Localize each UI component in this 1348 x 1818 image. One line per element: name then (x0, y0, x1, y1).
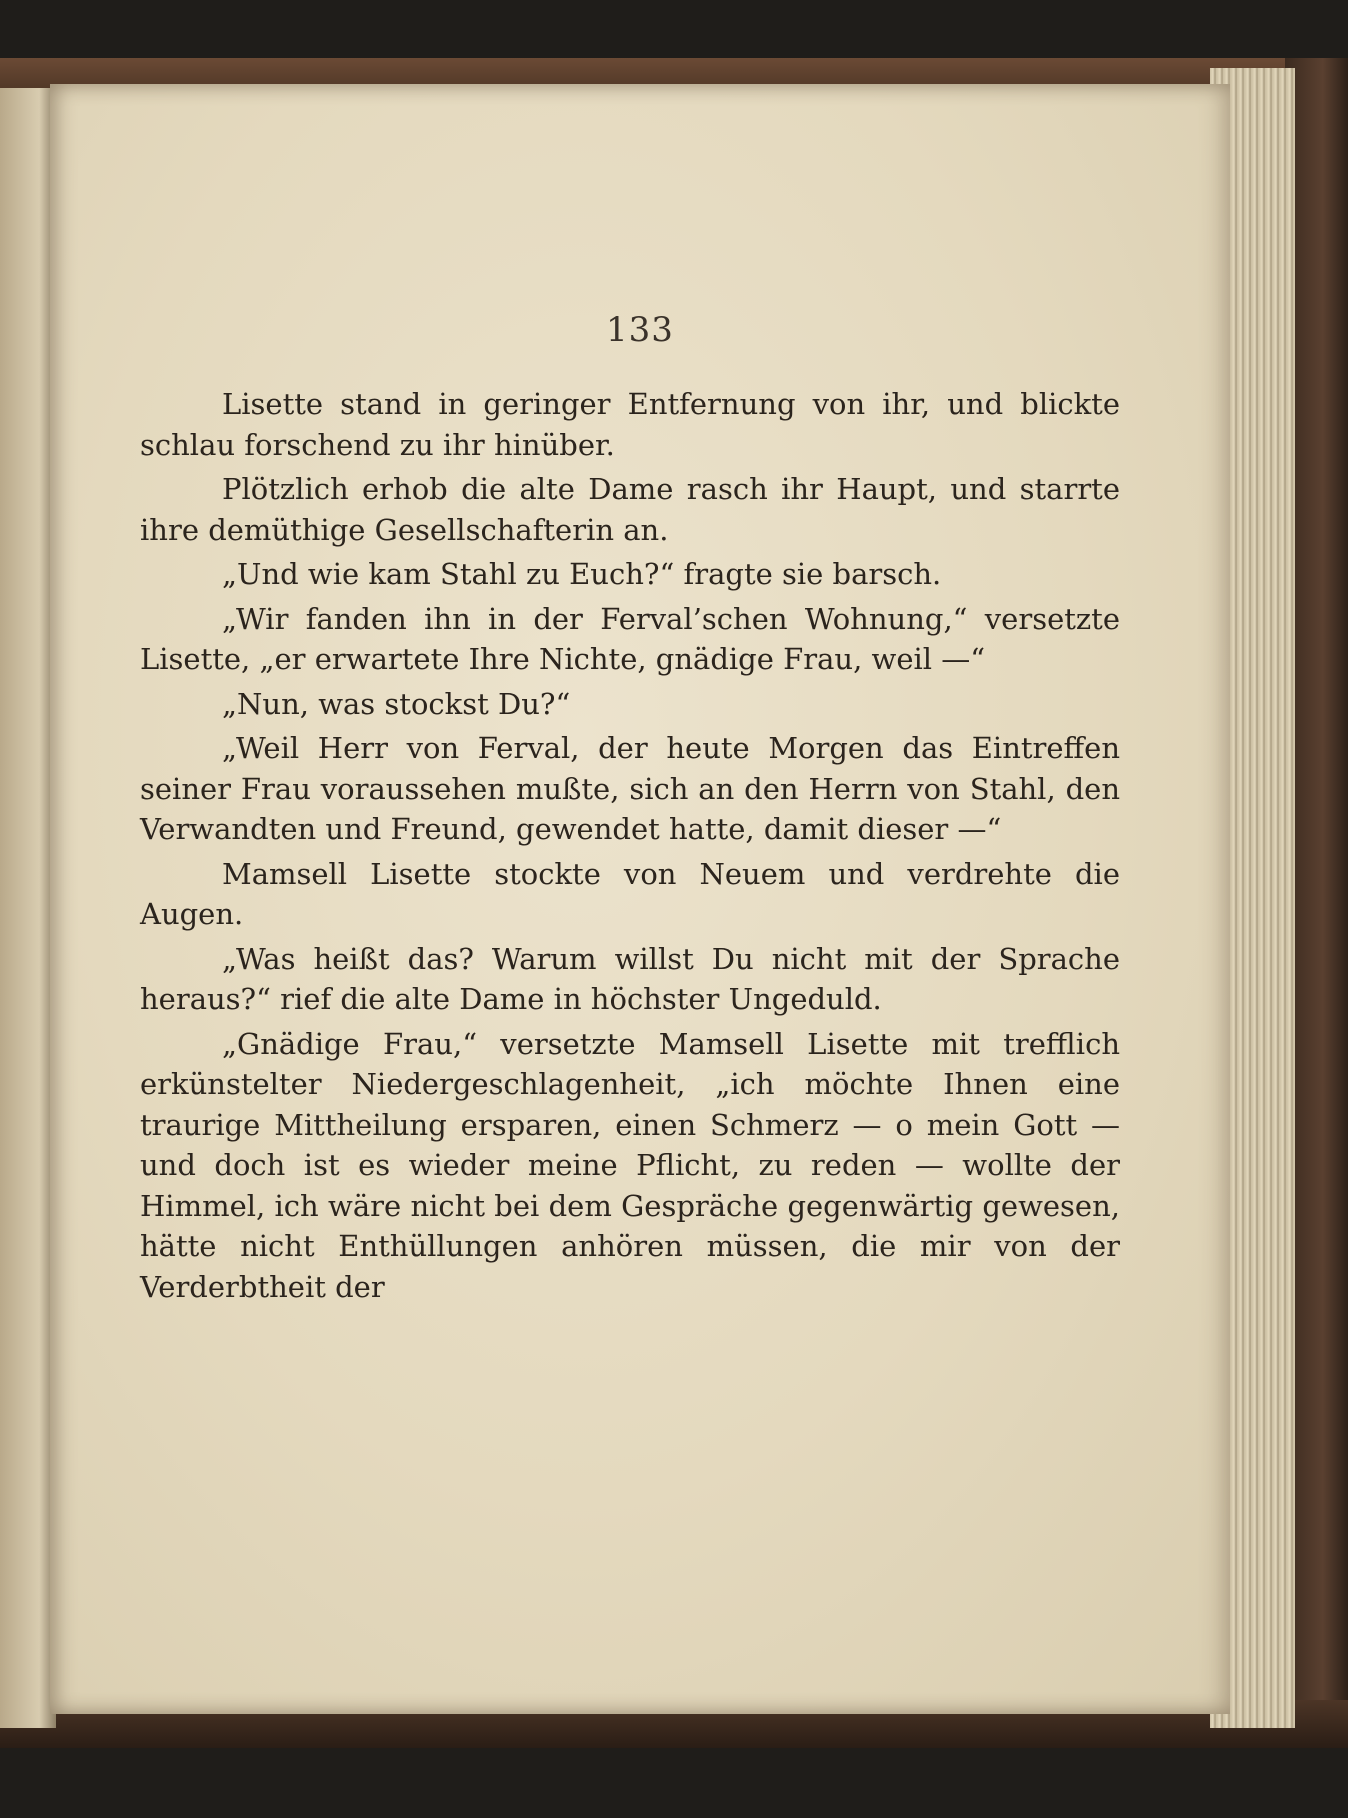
paragraph: Lisette stand in geringer Entfernung von ihr, und blickte schlau forschend zu ihr hinüber. (140, 387, 1120, 462)
paragraph: „Und wie kam Stahl zu Euch?“ fragte sie barsch. (222, 557, 942, 591)
page-text (140, 384, 1120, 1311)
paragraph: „Weil Herr von Ferval, der heute Morgen das Eintreffen seiner Frau voraussehen mußte, sich an den Herrn von Stahl, den Verwandten und Freund, gewendet hatte, damit dieser —“ (140, 731, 1120, 846)
page-number: 133 (606, 310, 674, 350)
paragraph: Plötzlich erhob die alte Dame rasch ihr Haupt, und starrte ihre demüthige Gesellschafterin an. (140, 472, 1120, 547)
paragraph: „Nun, was stockst Du?“ (222, 686, 571, 721)
left-page-edge (0, 88, 56, 1728)
paragraph: „Gnädige Frau,“ versetzte Mamsell Lisette mit trefflich erkünstelter Niedergeschlagenheit, „ich möchte Ihnen eine traurige Mittheilung ersparen, einen Schmerz — o mein Gott — und doch ist es wieder meine Pflicht, zu reden — wollte der Himmel, ich wäre nicht bei dem Gespräche gegenwärtig gewesen, hätte nicht Enthüllungen anhören müssen, die mir von der Verderbtheit der (140, 1026, 1120, 1304)
paragraph: Mamsell Lisette stockte von Neuem und verdrehte die Augen. (140, 856, 1120, 931)
book-page (50, 84, 1230, 1714)
paragraph: „Was heißt das? Warum willst Du nicht mit der Sprache heraus?“ rief die alte Dame in höchster Ungeduld. (140, 941, 1120, 1016)
paragraph: „Wir fanden ihn in der Ferval’schen Wohnung,“ versetzte Lisette, „er erwartete Ihre Nichte, gnädige Frau, weil —“ (140, 601, 1120, 676)
